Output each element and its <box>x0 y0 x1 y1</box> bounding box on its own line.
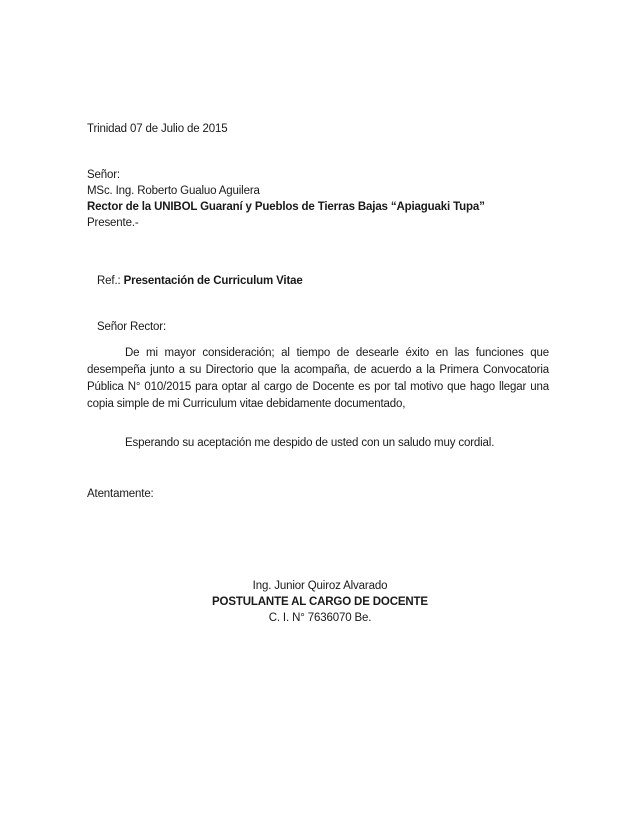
addressee-presente: Presente.- <box>87 217 139 229</box>
signature-role: POSTULANTE AL CARGO DE DOCENTE <box>212 596 428 608</box>
addressee-block <box>87 167 485 231</box>
reference-label: Ref.: <box>97 275 124 287</box>
reference-line <box>97 273 303 289</box>
closing-paragraph: Esperando su aceptación me despido de usted con un saludo muy cordial. <box>125 437 495 449</box>
signature-id: C. I. N° 7636070 Be. <box>268 612 372 624</box>
farewell: Atentamente: <box>87 488 154 500</box>
addressee-position: Rector de la UNIBOL Guaraní y Pueblos de Tierras Bajas “Apiaguaki Tupa” <box>87 201 485 213</box>
letter-date: Trinidad 07 de Julio de 2015 <box>87 123 228 135</box>
salutation: Señor Rector: <box>97 321 166 333</box>
addressee-name: MSc. Ing. Roberto Gualuo Aguilera <box>87 185 260 197</box>
signature-block <box>200 578 440 626</box>
signature-name: Ing. Junior Quiroz Alvarado <box>252 580 388 592</box>
body-paragraph: De mi mayor consideración; al tiempo de desearle éxito en las funciones que desempeña junto a su Directorio que la acompaña, de acuerdo a la Primera Convocatoria Pública N° 010/2015 para optar al cargo de Docente es por tal motivo que hago llegar una copia simple de mi Curriculum vitae debidamente documentado, <box>87 347 549 410</box>
reference-subject: Presentación de Curriculum Vitae <box>123 275 303 287</box>
addressee-salutation-title: Señor: <box>87 169 120 181</box>
